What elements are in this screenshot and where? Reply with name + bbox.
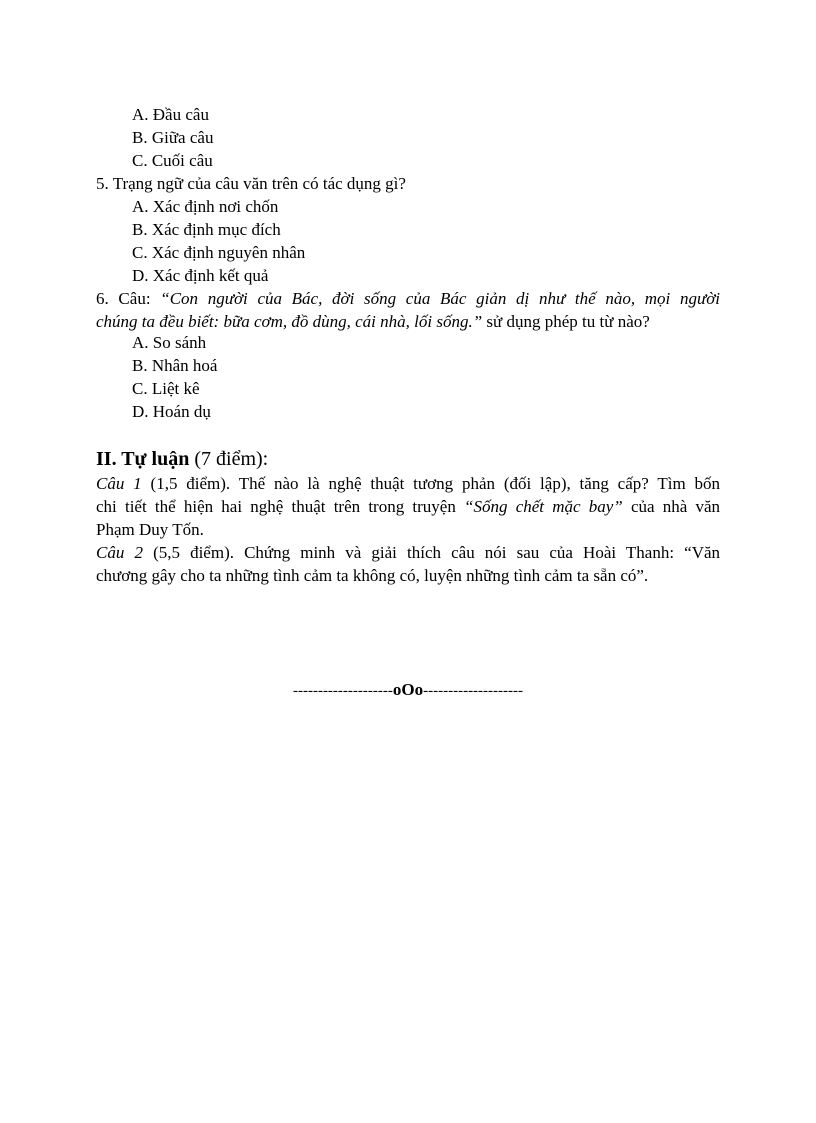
q5-option-a: A. Xác định nơi chốn [132,197,279,216]
q6-suffix: sử dụng phép tu từ nào? [486,312,650,331]
end-divider [0,680,816,701]
essay-heading-points: (7 điểm): [194,448,269,470]
q4-option-c: C. Cuối câu [132,151,213,170]
q6-option-c: C. Liệt kê [132,379,200,398]
q6-option-b: B. Nhân hoá [132,356,218,375]
q5-option-b: B. Xác định mục đích [132,220,281,239]
q5-option-d: D. Xác định kết quả [132,266,269,285]
divider-left: -------------------- [292,683,393,699]
q6-line2 [96,310,650,333]
q6-prefix: 6. Câu: [96,289,151,308]
divider-mark: oOo [392,680,424,699]
q6-quote-part2: chúng ta đều biết: bữa cơm, đồ dùng, cái nhà, lối sống.” [96,312,483,331]
cau2-line1-text: (5,5 điểm). Chứng minh và giải thích câu nói sau của Hoài Thanh: “Văn [153,543,721,562]
q5-option-c: C. Xác định nguyên nhân [132,243,306,262]
cau1-line3: Phạm Duy Tốn. [96,520,204,539]
q5-stem: 5. Trạng ngữ của câu văn trên có tác dụng gì? [96,174,406,193]
essay-section-heading [96,446,268,472]
q4-option-a: A. Đầu câu [132,105,209,124]
cau1-label: Câu 1 [96,474,142,493]
cau1-line2-end: của nhà văn [630,497,721,516]
q4-option-b: B. Giữa câu [132,128,214,147]
cau1-line1 [96,472,720,495]
essay-heading-title: II. Tự luận [96,448,190,470]
q6-option-a: A. So sánh [132,333,207,352]
cau1-line2 [96,495,720,518]
cau1-story-title: “Sống chết mặc bay” [464,497,623,516]
divider-right: -------------------- [423,683,524,699]
cau2-label: Câu 2 [96,543,143,562]
cau2-line1 [96,541,720,564]
cau2-line2: chương gây cho ta những tình cảm ta không có, luyện những tình cảm ta sẵn có”. [96,566,649,585]
q6-option-d: D. Hoán dụ [132,402,211,421]
q6-line1 [96,287,720,310]
q6-quote-part1: “Con người của Bác, đời sống của Bác giản dị như thế nào, mọi người [160,289,721,308]
cau1-line2-start: chi tiết thể hiện hai nghệ thuật trên trong truyện [96,497,456,516]
cau1-line1-text: (1,5 điểm). Thế nào là nghệ thuật tương phản (đối lập), tăng cấp? Tìm bốn [150,474,720,493]
